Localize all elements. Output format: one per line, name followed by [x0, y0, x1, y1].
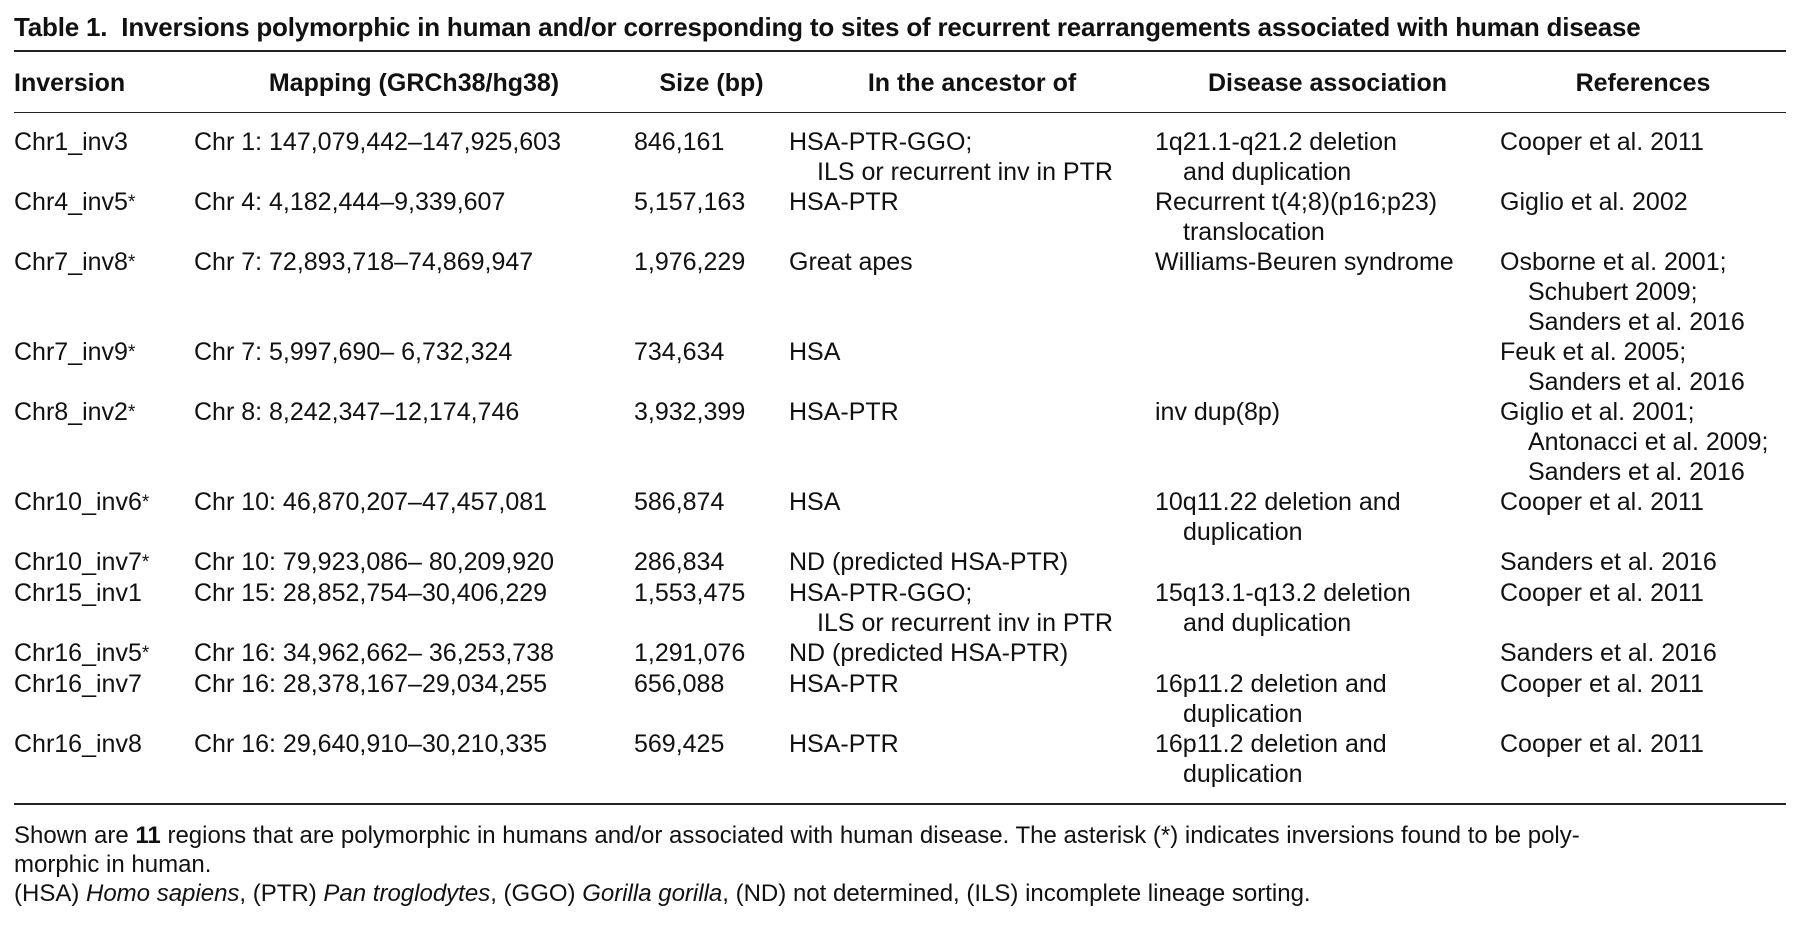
disease-line: duplication	[1183, 760, 1303, 788]
header-size: Size (bp)	[659, 69, 764, 97]
ancestor-line: HSA-PTR	[789, 730, 899, 758]
disease-line: translocation	[1183, 218, 1325, 246]
table-label: Table 1.	[14, 12, 108, 42]
cell-mapping: Chr 10: 79,923,086– 80,209,920	[194, 548, 555, 576]
disease-line: duplication	[1183, 518, 1303, 546]
cell-references	[1500, 397, 1786, 487]
table-row	[14, 247, 1786, 337]
footnote-abbreviations	[14, 879, 1786, 908]
polymorphic-asterisk: *	[141, 492, 150, 513]
inversions-table	[14, 52, 1786, 803]
inversion-name: Chr10_inv7	[14, 548, 142, 576]
ancestor-line: HSA	[789, 488, 841, 516]
inversion-name: Chr7_inv8	[14, 248, 128, 276]
disease-line: and duplication	[1183, 158, 1352, 186]
header-references: References	[1575, 69, 1711, 97]
table-row	[14, 487, 1786, 547]
abbrev-separator: ,	[722, 880, 736, 907]
ancestor-line: ND (predicted HSA-PTR)	[789, 639, 1069, 667]
header-mapping: Mapping (GRCh38/hg38)	[268, 69, 560, 97]
table-row	[14, 547, 1786, 578]
polymorphic-asterisk: *	[141, 552, 150, 573]
cell-size: 586,874	[634, 488, 725, 516]
cell-disease	[1155, 638, 1500, 669]
ancestor-line: HSA-PTR	[789, 398, 899, 426]
cell-size: 1,291,076	[634, 639, 746, 667]
cell-inversion	[14, 397, 194, 487]
cell-size: 1,553,475	[634, 579, 746, 607]
disease-line: 15q13.1-q13.2 deletion	[1155, 579, 1411, 607]
disease-line: 10q11.22 deletion and	[1155, 488, 1401, 516]
table-row	[14, 113, 1786, 187]
cell-ancestor	[789, 113, 1155, 187]
cell-size: 846,161	[634, 128, 725, 156]
cell-ancestor	[789, 578, 1155, 638]
cell-mapping: Chr 7: 72,893,718–74,869,947	[194, 248, 534, 276]
cell-inversion	[14, 487, 194, 547]
cell-references	[1500, 337, 1786, 397]
cell-mapping: Chr 16: 28,378,167–29,034,255	[194, 670, 548, 698]
cell-mapping: Chr 7: 5,997,690– 6,732,324	[194, 338, 513, 366]
ancestor-line: HSA-PTR-GGO;	[789, 128, 973, 156]
cell-mapping: Chr 8: 8,242,347–12,174,746	[194, 398, 520, 426]
abbrev-meaning: incomplete lineage sorting	[1025, 880, 1304, 907]
cell-ancestor	[789, 669, 1155, 729]
cell-ancestor	[789, 337, 1155, 397]
disease-line: 1q21.1-q21.2 deletion	[1155, 128, 1397, 156]
cell-ancestor	[789, 397, 1155, 487]
cell-disease	[1155, 729, 1500, 803]
cell-references	[1500, 247, 1786, 337]
reference-line: Giglio et al. 2001;	[1500, 398, 1695, 426]
reference-line: Sanders et al. 2016	[1528, 368, 1745, 396]
footnote-description-cont: morphic in human.	[14, 851, 212, 878]
cell-inversion	[14, 247, 194, 337]
cell-inversion	[14, 113, 194, 187]
cell-size: 286,834	[634, 548, 725, 576]
reference-line: Feuk et al. 2005;	[1500, 338, 1687, 366]
footnote-text: regions that are polymorphic in humans and/or associated with human disease. The asterisk (*) indicates inversions found to be poly-	[160, 822, 1580, 849]
table-body	[14, 113, 1786, 803]
ancestor-line: HSA-PTR	[789, 670, 899, 698]
cell-references	[1500, 113, 1786, 187]
polymorphic-asterisk: *	[127, 252, 136, 273]
reference-line: Schubert 2009;	[1528, 278, 1698, 306]
disease-line: duplication	[1183, 700, 1303, 728]
inversion-name: Chr4_inv5	[14, 188, 128, 216]
disease-line: and duplication	[1183, 609, 1352, 637]
inversion-name: Chr7_inv9	[14, 338, 128, 366]
cell-inversion	[14, 729, 194, 803]
table-row	[14, 729, 1786, 803]
cell-disease	[1155, 487, 1500, 547]
abbrev-meaning: not determined	[792, 880, 954, 907]
reference-line: Cooper et al. 2011	[1500, 730, 1704, 758]
cell-disease	[1155, 397, 1500, 487]
ancestor-line: ILS or recurrent inv in PTR	[817, 609, 1113, 637]
cell-size: 734,634	[634, 338, 725, 366]
disease-line: 16p11.2 deletion and	[1155, 670, 1387, 698]
ancestor-line: HSA-PTR-GGO;	[789, 579, 973, 607]
cell-mapping: Chr 4: 4,182,444–9,339,607	[194, 188, 506, 216]
polymorphic-asterisk: *	[127, 342, 136, 363]
abbrev-separator: ,	[490, 880, 504, 907]
table-footnotes	[14, 821, 1786, 908]
ancestor-line: Great apes	[789, 248, 913, 276]
reference-line: Cooper et al. 2011	[1500, 128, 1704, 156]
table-title: Inversions polymorphic in human and/or corresponding to sites of recurrent rearrangements associated with human disease	[121, 12, 1641, 42]
polymorphic-asterisk: *	[141, 643, 150, 664]
abbrev-code: (PTR)	[252, 880, 324, 907]
disease-line: inv dup(8p)	[1155, 398, 1281, 426]
table-row	[14, 669, 1786, 729]
inversion-name: Chr15_inv1	[14, 579, 142, 607]
reference-line: Osborne et al. 2001;	[1500, 248, 1727, 276]
table-header	[14, 52, 1786, 113]
footnote-text: Shown are	[14, 822, 136, 849]
ancestor-line: HSA-PTR	[789, 188, 899, 216]
ancestor-line: ND (predicted HSA-PTR)	[789, 548, 1069, 576]
reference-line: Cooper et al. 2011	[1500, 670, 1704, 698]
abbrev-code: (HSA)	[14, 880, 86, 907]
cell-mapping: Chr 16: 34,962,662– 36,253,738	[194, 639, 555, 667]
abbrev-separator: ,	[239, 880, 253, 907]
inversion-name: Chr1_inv3	[14, 128, 128, 156]
table-row	[14, 337, 1786, 397]
inversion-name: Chr16_inv8	[14, 730, 142, 758]
inversion-name: Chr10_inv6	[14, 488, 142, 516]
abbrev-code: (GGO)	[503, 880, 583, 907]
cell-mapping: Chr 16: 29,640,910–30,210,335	[194, 730, 548, 758]
cell-disease	[1155, 578, 1500, 638]
reference-line: Sanders et al. 2016	[1500, 639, 1717, 667]
cell-size: 656,088	[634, 670, 725, 698]
cell-references	[1500, 578, 1786, 638]
ancestor-line: ILS or recurrent inv in PTR	[817, 158, 1113, 186]
inversion-name: Chr8_inv2	[14, 398, 128, 426]
cell-size: 5,157,163	[634, 188, 746, 216]
header-inversion: Inversion	[14, 69, 126, 97]
disease-line: Williams-Beuren syndrome	[1155, 248, 1454, 276]
abbrev-separator: .	[1303, 880, 1311, 907]
abbrev-code: (ND)	[735, 880, 793, 907]
cell-inversion	[14, 337, 194, 397]
footnote-description	[14, 821, 1786, 850]
header-row	[14, 52, 1786, 112]
cell-references	[1500, 729, 1786, 803]
cell-references	[1500, 187, 1786, 247]
abbrev-species: Gorilla gorilla	[582, 880, 723, 907]
inversion-name: Chr16_inv7	[14, 670, 142, 698]
abbrev-separator: ,	[953, 880, 967, 907]
header-ancestor: In the ancestor of	[867, 69, 1077, 97]
cell-inversion	[14, 578, 194, 638]
cell-references	[1500, 547, 1786, 578]
footnote-count: 11	[135, 822, 161, 849]
cell-ancestor	[789, 487, 1155, 547]
cell-mapping: Chr 10: 46,870,207–47,457,081	[194, 488, 548, 516]
reference-line: Giglio et al. 2002	[1500, 188, 1688, 216]
abbrev-species: Homo sapiens	[86, 880, 240, 907]
reference-line: Antonacci et al. 2009;	[1528, 428, 1769, 456]
cell-mapping: Chr 1: 147,079,442–147,925,603	[194, 128, 561, 156]
abbrev-species: Pan troglodytes	[323, 880, 491, 907]
table-row	[14, 397, 1786, 487]
cell-references	[1500, 487, 1786, 547]
reference-line: Sanders et al. 2016	[1528, 308, 1745, 336]
cell-size: 1,976,229	[634, 248, 746, 276]
reference-line: Sanders et al. 2016	[1500, 548, 1717, 576]
polymorphic-asterisk: *	[127, 192, 136, 213]
table-row	[14, 578, 1786, 638]
cell-disease	[1155, 547, 1500, 578]
ancestor-line: HSA	[789, 338, 841, 366]
disease-line: 16p11.2 deletion and	[1155, 730, 1387, 758]
cell-references	[1500, 638, 1786, 669]
reference-line: Sanders et al. 2016	[1528, 458, 1745, 486]
header-disease: Disease association	[1207, 69, 1447, 97]
abbrev-code: (ILS)	[966, 880, 1026, 907]
cell-inversion	[14, 669, 194, 729]
cell-mapping: Chr 15: 28,852,754–30,406,229	[194, 579, 548, 607]
cell-inversion	[14, 187, 194, 247]
polymorphic-asterisk: *	[127, 402, 136, 423]
cell-size: 569,425	[634, 730, 725, 758]
table-row	[14, 187, 1786, 247]
table-caption	[14, 8, 1786, 46]
reference-line: Cooper et al. 2011	[1500, 579, 1704, 607]
cell-ancestor	[789, 187, 1155, 247]
cell-disease	[1155, 187, 1500, 247]
cell-disease	[1155, 247, 1500, 337]
reference-line: Cooper et al. 2011	[1500, 488, 1704, 516]
disease-line: Recurrent t(4;8)(p16;p23)	[1155, 188, 1438, 216]
cell-inversion	[14, 638, 194, 669]
cell-disease	[1155, 337, 1500, 397]
cell-disease	[1155, 113, 1500, 187]
table-figure	[14, 8, 1786, 908]
bottom-rule	[14, 803, 1786, 805]
cell-inversion	[14, 547, 194, 578]
cell-ancestor	[789, 638, 1155, 669]
cell-size: 3,932,399	[634, 398, 746, 426]
cell-ancestor	[789, 247, 1155, 337]
table-row	[14, 638, 1786, 669]
cell-ancestor	[789, 547, 1155, 578]
inversion-name: Chr16_inv5	[14, 639, 142, 667]
cell-references	[1500, 669, 1786, 729]
cell-ancestor	[789, 729, 1155, 803]
cell-disease	[1155, 669, 1500, 729]
